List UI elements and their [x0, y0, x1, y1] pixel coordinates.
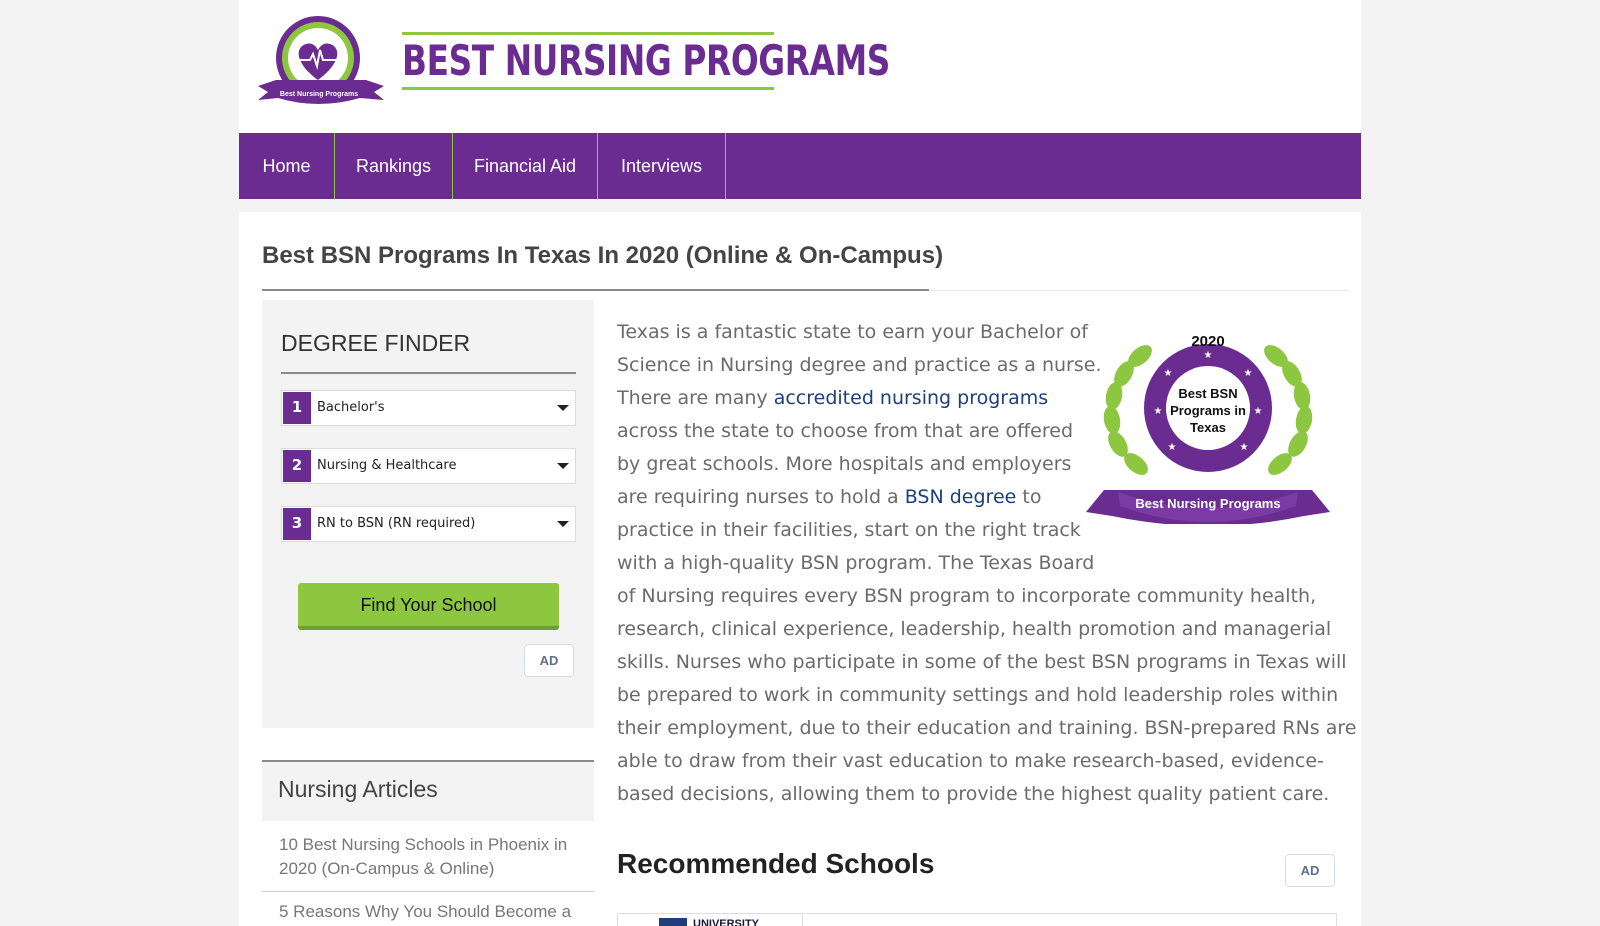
chevron-down-icon [557, 405, 569, 411]
badge-year: 2020 [1191, 333, 1225, 350]
chevron-down-icon [557, 463, 569, 469]
step-number: 3 [283, 508, 311, 540]
title-divider [262, 289, 929, 291]
paragraph-line: skills. Nurses who participate in some of the best BSN programs in Texas will [617, 651, 1347, 673]
paragraph-line: with a high-quality BSN program. The Texas Board [617, 552, 1095, 574]
main-content [239, 212, 1361, 926]
nav-item-home[interactable]: Home [239, 133, 335, 199]
site-header [239, 0, 1361, 133]
paragraph-line: by great schools. More hospitals and employers [617, 453, 1072, 475]
step-number: 2 [283, 450, 311, 482]
badge-line: Programs in [1170, 403, 1246, 418]
shield-icon [659, 918, 687, 926]
paragraph-text: to [1016, 486, 1042, 508]
badge-line: Best BSN [1178, 386, 1238, 401]
svg-text:★: ★ [1253, 406, 1263, 417]
page-wrapper [239, 0, 1361, 926]
nursing-articles [262, 760, 594, 926]
svg-text:★: ★ [1163, 368, 1173, 379]
ad-badge[interactable]: AD [1285, 854, 1335, 887]
paragraph-line: research, clinical experience, leadership, health promotion and managerial [617, 618, 1332, 640]
chevron-down-icon [557, 521, 569, 527]
title-divider-light [929, 290, 1349, 291]
svg-text:★: ★ [1203, 350, 1213, 361]
page-title: Best BSN Programs In Texas In 2020 (Online & On-Campus) [262, 242, 944, 269]
paragraph-text: There are many [617, 387, 774, 409]
step-value: RN to BSN (RN required) [317, 516, 476, 531]
award-badge-image [1082, 324, 1334, 524]
paragraph-line: be prepared to work in community settings and hold leadership roles within [617, 684, 1339, 706]
step-number: 1 [283, 392, 311, 424]
svg-text:★: ★ [1167, 442, 1177, 453]
find-your-school-button[interactable]: Find Your School [298, 583, 559, 630]
bsn-degree-link[interactable]: BSN degree [904, 486, 1017, 508]
step-value: Bachelor's [317, 400, 385, 415]
degree-finder [262, 300, 594, 728]
articles-title: Nursing Articles [278, 776, 438, 802]
program-select[interactable] [281, 506, 576, 542]
recommended-schools-title: Recommended Schools [617, 848, 935, 879]
school-logo-text: UNIVERSITY [693, 918, 760, 926]
nav-item-financial-aid[interactable]: Financial Aid [453, 133, 598, 199]
paragraph-line: able to draw from their vast education to make research-based, evidence- [617, 750, 1324, 772]
paragraph-line: their employment, due to their education and training. BSN-prepared RNs are [617, 717, 1357, 739]
brand-rule-bottom [402, 87, 774, 90]
article-divider [262, 891, 594, 892]
paragraph-text: are requiring nurses to hold a [617, 486, 905, 508]
degree-finder-title: DEGREE FINDER [281, 330, 471, 356]
step-value: Nursing & Healthcare [317, 458, 457, 473]
paragraph-line: practice in their facilities, start on the right track [617, 519, 1081, 541]
degree-finder-divider [281, 372, 576, 374]
svg-text:★: ★ [1239, 442, 1249, 453]
degree-level-select[interactable] [281, 390, 576, 426]
logo-ribbon-text: Best Nursing Programs [279, 91, 359, 98]
subject-select[interactable] [281, 448, 576, 484]
paragraph-line: across the state to choose from that are offered [617, 420, 1074, 442]
badge-line: Texas [1190, 420, 1226, 435]
school-card[interactable] [617, 913, 1337, 926]
svg-text:★: ★ [1243, 368, 1253, 379]
accredited-programs-link[interactable]: accredited nursing programs [773, 387, 1049, 409]
site-logo[interactable] [256, 14, 386, 106]
ad-badge[interactable]: AD [524, 644, 574, 677]
articles-header [262, 760, 594, 821]
paragraph-line: based decisions, allowing them to provide the highest quality patient care. [617, 783, 1330, 805]
article-link[interactable]: 10 Best Nursing Schools in Phoenix in 2020 (On-Campus & Online) [279, 835, 568, 878]
main-nav [239, 133, 1361, 199]
brand-rule-top [402, 32, 774, 35]
school-logo [618, 914, 803, 926]
paragraph-line: Science in Nursing degree and practice as a nurse. [617, 354, 1102, 376]
paragraph-line: Texas is a fantastic state to earn your Bachelor of [617, 321, 1088, 343]
nav-item-rankings[interactable]: Rankings [335, 133, 453, 199]
badge-ribbon-text: Best Nursing Programs [1135, 496, 1281, 511]
brand-wordmark[interactable] [402, 32, 890, 90]
brand-text: BEST NURSING PROGRAMS [402, 36, 890, 85]
paragraph-line: of Nursing requires every BSN program to incorporate community health, [617, 585, 1317, 607]
nav-item-interviews[interactable]: Interviews [598, 133, 726, 199]
svg-text:★: ★ [1153, 406, 1163, 417]
article-link[interactable]: 5 Reasons Why You Should Become a [279, 902, 572, 921]
